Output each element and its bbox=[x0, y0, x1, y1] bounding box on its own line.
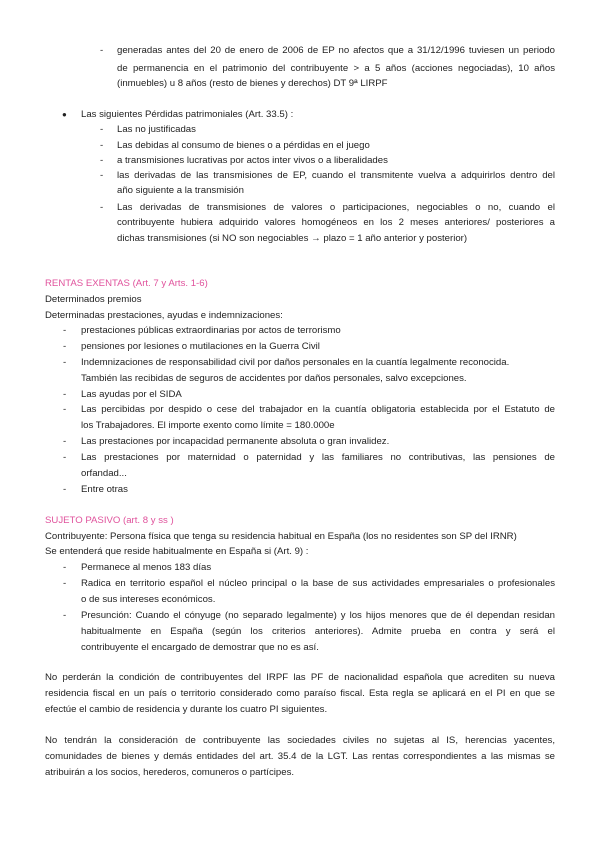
list-item-cont: los Trabajadores. El importe exento como límite = 180.000e bbox=[81, 420, 335, 431]
list-item: Entre otras bbox=[81, 484, 128, 495]
paragraph-line: efectúe el cambio de residencia y durante los cuatro PI siguientes. bbox=[45, 704, 328, 715]
list-item: Las debidas al consumo de bienes o a pérdidas en el juego bbox=[117, 140, 370, 151]
dash-marker: - bbox=[100, 45, 104, 56]
list-item-cont: o de sus intereses económicos. bbox=[81, 594, 216, 605]
dash-marker: - bbox=[63, 452, 67, 463]
list-item-cont: año siguiente a la transmisión bbox=[117, 185, 244, 196]
list-item: Las percibidas por despido o cese del trabajador en la cuantía obligatoria establecida por el Estatuto de bbox=[81, 404, 555, 415]
bullet-marker: ● bbox=[62, 110, 67, 119]
dash-marker: - bbox=[63, 578, 67, 589]
text-line: Se entenderá que reside habitualmente en España si (Art. 9) : bbox=[45, 546, 309, 557]
dash-marker: - bbox=[63, 562, 67, 573]
paragraph-line: comunidades de bienes y demás entidades del art. 35.4 de la LGT. Las rentas correspondientes a las mismas se bbox=[45, 751, 555, 762]
paragraph-line: residencia fiscal en un país o territorio considerado como paraíso fiscal. Esta regla se aplicará en el PI en que se bbox=[45, 688, 555, 699]
list-item-cont: También las recibidas de seguros de accidentes por daños personales, salvo excepciones. bbox=[81, 373, 467, 384]
dash-marker: - bbox=[63, 325, 67, 336]
paragraph-line: No perderán la condición de contribuyentes del IRPF las PF de nacionalidad española que acrediten su nueva bbox=[45, 672, 555, 683]
text-line: Determinados premios bbox=[45, 294, 142, 305]
paragraph-line: atribuirán a los socios, herederos, comuneros o partícipes. bbox=[45, 767, 295, 778]
list-item-cont: orfandad... bbox=[81, 468, 127, 479]
dash-marker: - bbox=[100, 140, 104, 151]
list-item-cont: dichas transmisiones (si NO son negociables → plazo = 1 año anterior y posterior) bbox=[117, 233, 468, 244]
list-item: Radica en territorio español el núcleo principal o la base de sus actividades empresariales o profesionales bbox=[81, 578, 555, 589]
list-item: prestaciones públicas extraordinarias por actos de terrorismo bbox=[81, 325, 341, 336]
dash-marker: - bbox=[63, 610, 67, 621]
list-item: Las no justificadas bbox=[117, 124, 196, 135]
list-item: Las ayudas por el SIDA bbox=[81, 389, 182, 400]
list-item: Presunción: Cuando el cónyuge (no separado legalmente) y los hijos menores que de él dependan residan bbox=[81, 610, 555, 621]
list-item: las derivadas de las transmisiones de EP, cuando el transmitente vuelva a adquirirlos dentro del bbox=[117, 170, 555, 181]
list-item: Indemnizaciones de responsabilidad civil por daños personales en la cuantía legalmente reconocida. bbox=[81, 357, 510, 368]
losses-title: Las siguientes Pérdidas patrimoniales (Art. 33.5) : bbox=[81, 109, 294, 120]
text-line: Contribuyente: Persona física que tenga su residencia habitual en España (los no residentes son SP del IRNR) bbox=[45, 531, 517, 542]
text-line: de permanencia en el patrimonio del contribuyente > a 5 años (acciones negociadas), 10 años bbox=[117, 63, 555, 74]
list-item-cont: contribuyente el encargado de demostrar que no es así. bbox=[81, 642, 319, 653]
dash-marker: - bbox=[63, 341, 67, 352]
list-item: Las prestaciones por incapacidad permanente absoluta o gran invalidez. bbox=[81, 436, 390, 447]
list-item-cont: contribuyente hubiera adquirido valores homogéneos en los 2 meses anteriores/ posteriores a bbox=[117, 217, 555, 228]
paragraph-line: No tendrán la consideración de contribuyente las sociedades civiles no sujetas al IS, herencias yacentes, bbox=[45, 735, 555, 746]
dash-marker: - bbox=[63, 436, 67, 447]
dash-marker: - bbox=[63, 404, 67, 415]
list-item: Las derivadas de transmisiones de valores o participaciones, negociables o no, cuando el bbox=[117, 202, 555, 213]
dash-marker: - bbox=[100, 202, 104, 213]
text-line: (inmuebles) u 8 años (resto de bienes y derechos) DT 9ª LIRPF bbox=[117, 78, 388, 89]
dash-marker: - bbox=[63, 357, 67, 368]
list-item: a transmisiones lucrativas por actos inter vivos o a liberalidades bbox=[117, 155, 388, 166]
section-heading: SUJETO PASIVO (art. 8 y ss ) bbox=[45, 515, 174, 526]
dash-marker: - bbox=[63, 484, 67, 495]
list-item-cont: habitualmente en España (según los criterios anteriores). Admite prueba en contra y será el bbox=[81, 626, 555, 637]
list-item: Las prestaciones por maternidad o paternidad y las familiares no contributivas, las pensiones de bbox=[81, 452, 555, 463]
section-heading: RENTAS EXENTAS (Art. 7 y Arts. 1-6) bbox=[45, 278, 208, 289]
text-line: generadas antes del 20 de enero de 2006 de EP no afectos que a 31/12/1996 tuviesen un periodo bbox=[117, 45, 555, 56]
dash-marker: - bbox=[100, 155, 104, 166]
text-line: Determinadas prestaciones, ayudas e indemnizaciones: bbox=[45, 310, 283, 321]
dash-marker: - bbox=[100, 170, 104, 181]
dash-marker: - bbox=[100, 124, 104, 135]
list-item: pensiones por lesiones o mutilaciones en la Guerra Civil bbox=[81, 341, 320, 352]
list-item: Permanece al menos 183 días bbox=[81, 562, 212, 573]
dash-marker: - bbox=[63, 389, 67, 400]
